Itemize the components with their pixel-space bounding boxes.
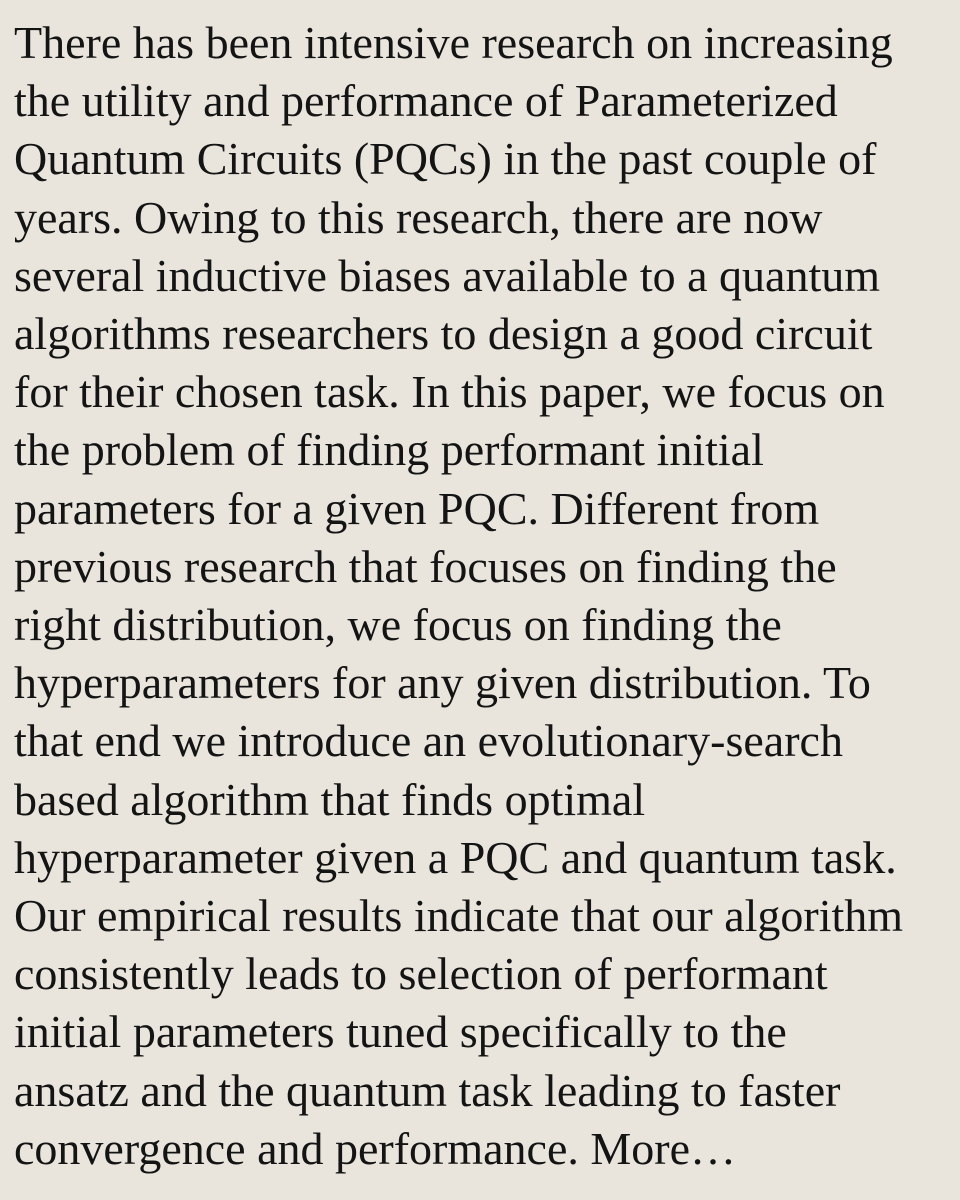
- abstract-line: hyperparameters for any given distribution. To: [14, 657, 871, 709]
- abstract-line: initial parameters tuned specifically to the: [14, 1006, 787, 1058]
- abstract-line: There has been intensive research on increasing: [14, 17, 893, 68]
- abstract-last-line: [14, 1120, 946, 1178]
- abstract-line: years. Owing to this research, there are now: [14, 191, 823, 243]
- abstract-line-text: convergence and performance.: [14, 1122, 579, 1174]
- abstract-line: hyperparameter given a PQC and quantum task.: [14, 831, 897, 883]
- abstract-line: ansatz and the quantum task leading to faster: [14, 1064, 841, 1116]
- abstract-line: the problem of finding performant initial: [14, 424, 764, 476]
- abstract-line: parameters for a given PQC. Different from: [14, 482, 820, 534]
- abstract-line: Our empirical results indicate that our algorithm: [14, 890, 904, 942]
- abstract-line: right distribution, we focus on finding the: [14, 599, 782, 651]
- more-link[interactable]: More…: [590, 1122, 737, 1174]
- abstract-line: consistently leads to selection of performant: [14, 948, 828, 1000]
- abstract-line: algorithms researchers to design a good circuit: [14, 308, 873, 360]
- abstract-line: several inductive biases available to a quantum: [14, 249, 881, 301]
- abstract-text: [14, 14, 946, 1178]
- abstract-line: the utility and performance of Parameterized: [14, 75, 838, 127]
- abstract-line: for their chosen task. In this paper, we focus on: [14, 366, 885, 418]
- abstract-line: previous research that focuses on finding the: [14, 540, 837, 592]
- abstract-line: Quantum Circuits (PQCs) in the past couple of: [14, 133, 877, 185]
- abstract-line: that end we introduce an evolutionary-search: [14, 715, 843, 767]
- abstract-line: based algorithm that finds optimal: [14, 773, 646, 825]
